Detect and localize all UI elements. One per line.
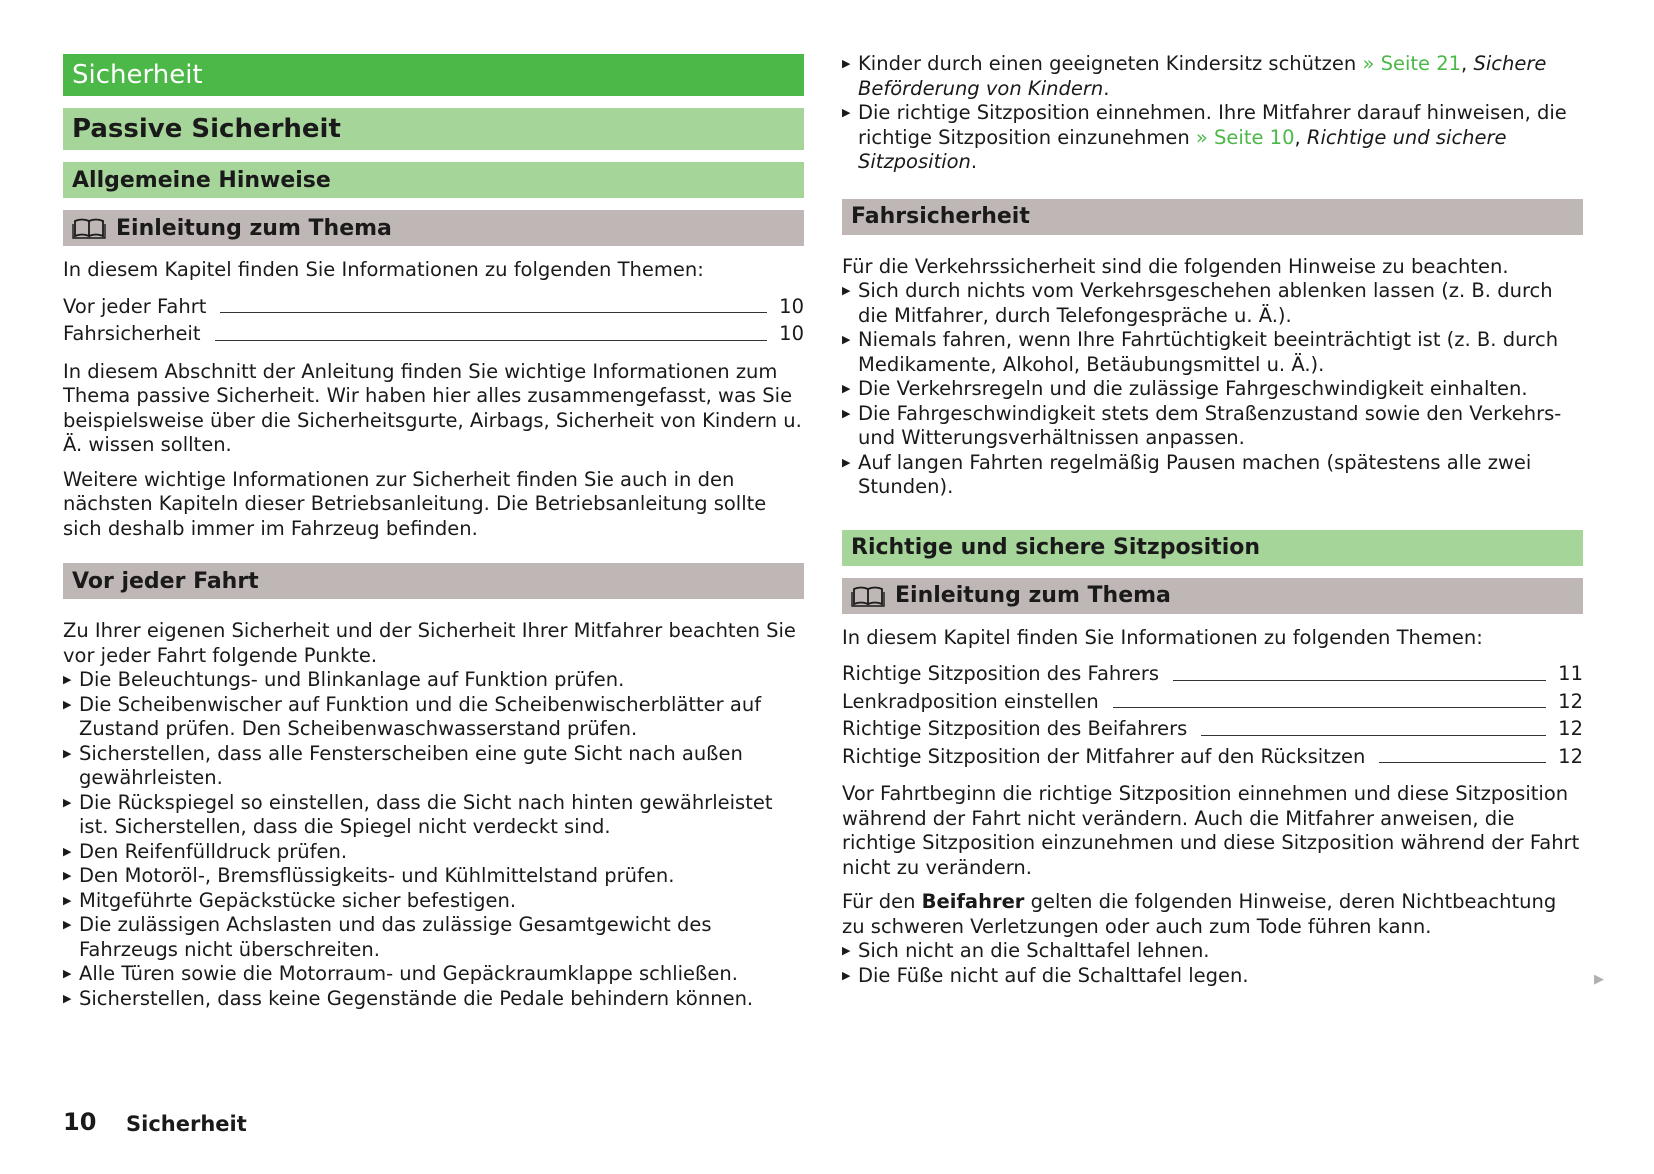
page-link[interactable]: » Seite 21 [1362,52,1462,75]
body-paragraph: Vor Fahrtbeginn die richtige Sitzposition einnehmen und diese Sitzposition während der Fahrt nicht verändern. Auch die Mitfahrer anweisen, die richtige Sitzposition einzunehmen und diese Sitzposition während der Fahrt nicht zu verändern. [842,782,1580,879]
toc-entry[interactable] [842,688,1583,716]
body-paragraph: In diesem Abschnitt der Anleitung finden Sie wichtige Informationen zum Thema passive Sicherheit. Wir haben hier alles zusammengefasst, was Sie beispielsweise über die Sicherheitsgurte, Airbags, Sicherheit von Kindern u. Ä. wissen sollten. [63,359,802,456]
list-item: ▶ Alle Türen sowie die Motorraum- und Gepäckraumklappe schließen. [63,962,804,987]
intro-text: In diesem Kapitel finden Sie Informationen zu folgenden Themen: [842,625,1483,649]
section-heading-passive: Passive Sicherheit [63,108,804,150]
body-paragraph: Weitere wichtige Informationen zur Sicherheit finden Sie auch in den nächsten Kapiteln dieser Betriebsanleitung. Die Betriebsanleitung sollte sich deshalb immer im Fahrzeug befinden. [63,467,767,540]
list-item: ▶ Den Motoröl-, Bremsflüssigkeits- und Kühlmittelstand prüfen. [63,864,804,889]
section-heading-seating: Richtige und sichere Sitzposition [842,530,1583,566]
section-heading-before-drive: Vor jeder Fahrt [63,563,804,599]
toc-page: 12 [1558,744,1583,768]
reference-title: Sichere Beförderung von Kindern [858,52,1547,100]
text-span: gelten die folgenden Hinweise, deren Nichtbeachtung zu schweren Verletzungen oder auch zum Tode führen kann. [842,890,1557,938]
toc-entry[interactable] [842,660,1583,688]
intro-heading [63,210,804,246]
toc-label: Lenkradposition einstellen [842,689,1099,713]
toc-label: Richtige Sitzposition des Beifahrers [842,717,1188,740]
list-item: ▶ Die Fahrgeschwindigkeit stets dem Straßenzustand sowie den Verkehrs- und Witterungsverhältnissen anpassen. [842,402,1583,451]
list-item [842,52,1583,101]
toc-page: 10 [779,294,804,318]
page-number: 10 [63,1108,97,1136]
reference-title: Richtige und sichere Sitzposition [858,125,1507,173]
separator: , [1294,125,1307,149]
continue-arrow-icon: ▶ [1594,972,1604,987]
punctuation: . [970,150,978,173]
list-item: ▶ Den Reifenfülldruck prüfen. [63,840,804,865]
toc-label: Fahrsicherheit [63,322,201,345]
intro-heading-label: Einleitung zum Thema [116,215,392,241]
intro-text: In diesem Kapitel finden Sie Informationen zu folgenden Themen: [63,258,704,281]
toc-page: 11 [1558,662,1583,685]
toc-leader [1173,680,1546,681]
body-paragraph [842,890,1583,939]
toc-entry[interactable] [63,320,804,348]
list-item-text: Die richtige Sitzposition einnehmen. Ihre Mitfahrer darauf hinweisen, die richtige Sitzposition einzunehmen [858,101,1567,149]
toc-entry[interactable] [842,743,1583,771]
page-link[interactable]: » Seite 10 [1195,125,1295,149]
toc-list [842,660,1583,770]
list-item: ▶ Die Rückspiegel so einstellen, dass die Sicht nach hinten gewährleistet ist. Sicherstellen, dass die Spiegel nicht verdeckt sind. [63,791,804,840]
right-column [842,52,1583,988]
list-item: ▶ Die Füße nicht auf die Schalttafel legen. [842,964,1583,989]
chapter-heading: Sicherheit [63,54,804,96]
toc-list [63,293,804,348]
toc-label: Richtige Sitzposition der Mitfahrer auf den Rücksitzen [842,744,1366,768]
list-item: ▶ Die Verkehrsregeln und die zulässige Fahrgeschwindigkeit einhalten. [842,377,1583,402]
list-item-text: Kinder durch einen geeigneten Kindersitz schützen [858,52,1363,75]
list-item: ▶ Sicherstellen, dass keine Gegenstände die Pedale behindern können. [63,987,804,1012]
list-item: ▶ Die Beleuchtungs- und Blinkanlage auf Funktion prüfen. [63,668,804,693]
book-icon [851,585,885,607]
toc-label: Vor jeder Fahrt [63,294,207,318]
intro-heading [842,578,1583,614]
list-item [842,101,1583,175]
toc-leader [1201,735,1546,736]
section-intro: Für die Verkehrssicherheit sind die folgenden Hinweise zu beachten. [842,254,1509,278]
text-span: Für den [842,890,922,913]
subsection-heading-general: Allgemeine Hinweise [63,162,804,198]
toc-page: 10 [779,322,804,345]
toc-page: 12 [1558,717,1583,740]
list-item: ▶ Sich durch nichts vom Verkehrsgeschehen ablenken lassen (z. B. durch die Mitfahrer, durch Telefongespräche u. Ä.). [842,279,1583,328]
list-item: ▶ Auf langen Fahrten regelmäßig Pausen machen (spätestens alle zwei Stunden). [842,451,1583,500]
toc-label: Richtige Sitzposition des Fahrers [842,662,1160,685]
toc-page: 12 [1558,689,1583,713]
left-column [63,54,804,1011]
list-item: ▶ Die Scheibenwischer auf Funktion und die Scheibenwischerblätter auf Zustand prüfen. Den Scheibenwaschwasserstand prüfen. [63,693,804,742]
book-icon [72,217,106,239]
toc-entry[interactable] [842,715,1583,743]
list-item: ▶ Niemals fahren, wenn Ihre Fahrtüchtigkeit beeinträchtigt ist (z. B. durch Medikamente, Alkohol, Betäubungsmittel u. Ä.). [842,328,1583,377]
toc-leader [215,340,768,341]
toc-leader [220,312,767,313]
toc-leader [1113,707,1546,708]
separator: , [1461,52,1474,75]
list-item: ▶ Die zulässigen Achslasten und das zulässige Gesamtgewicht des Fahrzeugs nicht überschreiten. [63,913,804,962]
list-item: ▶ Sicherstellen, dass alle Fensterscheiben eine gute Sicht nach außen gewährleisten. [63,742,804,791]
punctuation: . [1103,76,1110,100]
emphasis-beifahrer: Beifahrer [921,890,1025,913]
footer-chapter: Sicherheit [126,1112,247,1136]
section-intro: Zu Ihrer eigenen Sicherheit und der Sicherheit Ihrer Mitfahrer beachten Sie vor jeder Fahrt folgende Punkte. [63,619,796,667]
section-heading-driving-safety: Fahrsicherheit [842,199,1583,235]
toc-leader [1379,762,1546,763]
list-item: ▶ Sich nicht an die Schalttafel lehnen. [842,939,1583,964]
list-item: ▶ Mitgeführte Gepäckstücke sicher befestigen. [63,889,804,914]
toc-entry[interactable] [63,293,804,321]
intro-heading-label: Einleitung zum Thema [895,583,1171,608]
